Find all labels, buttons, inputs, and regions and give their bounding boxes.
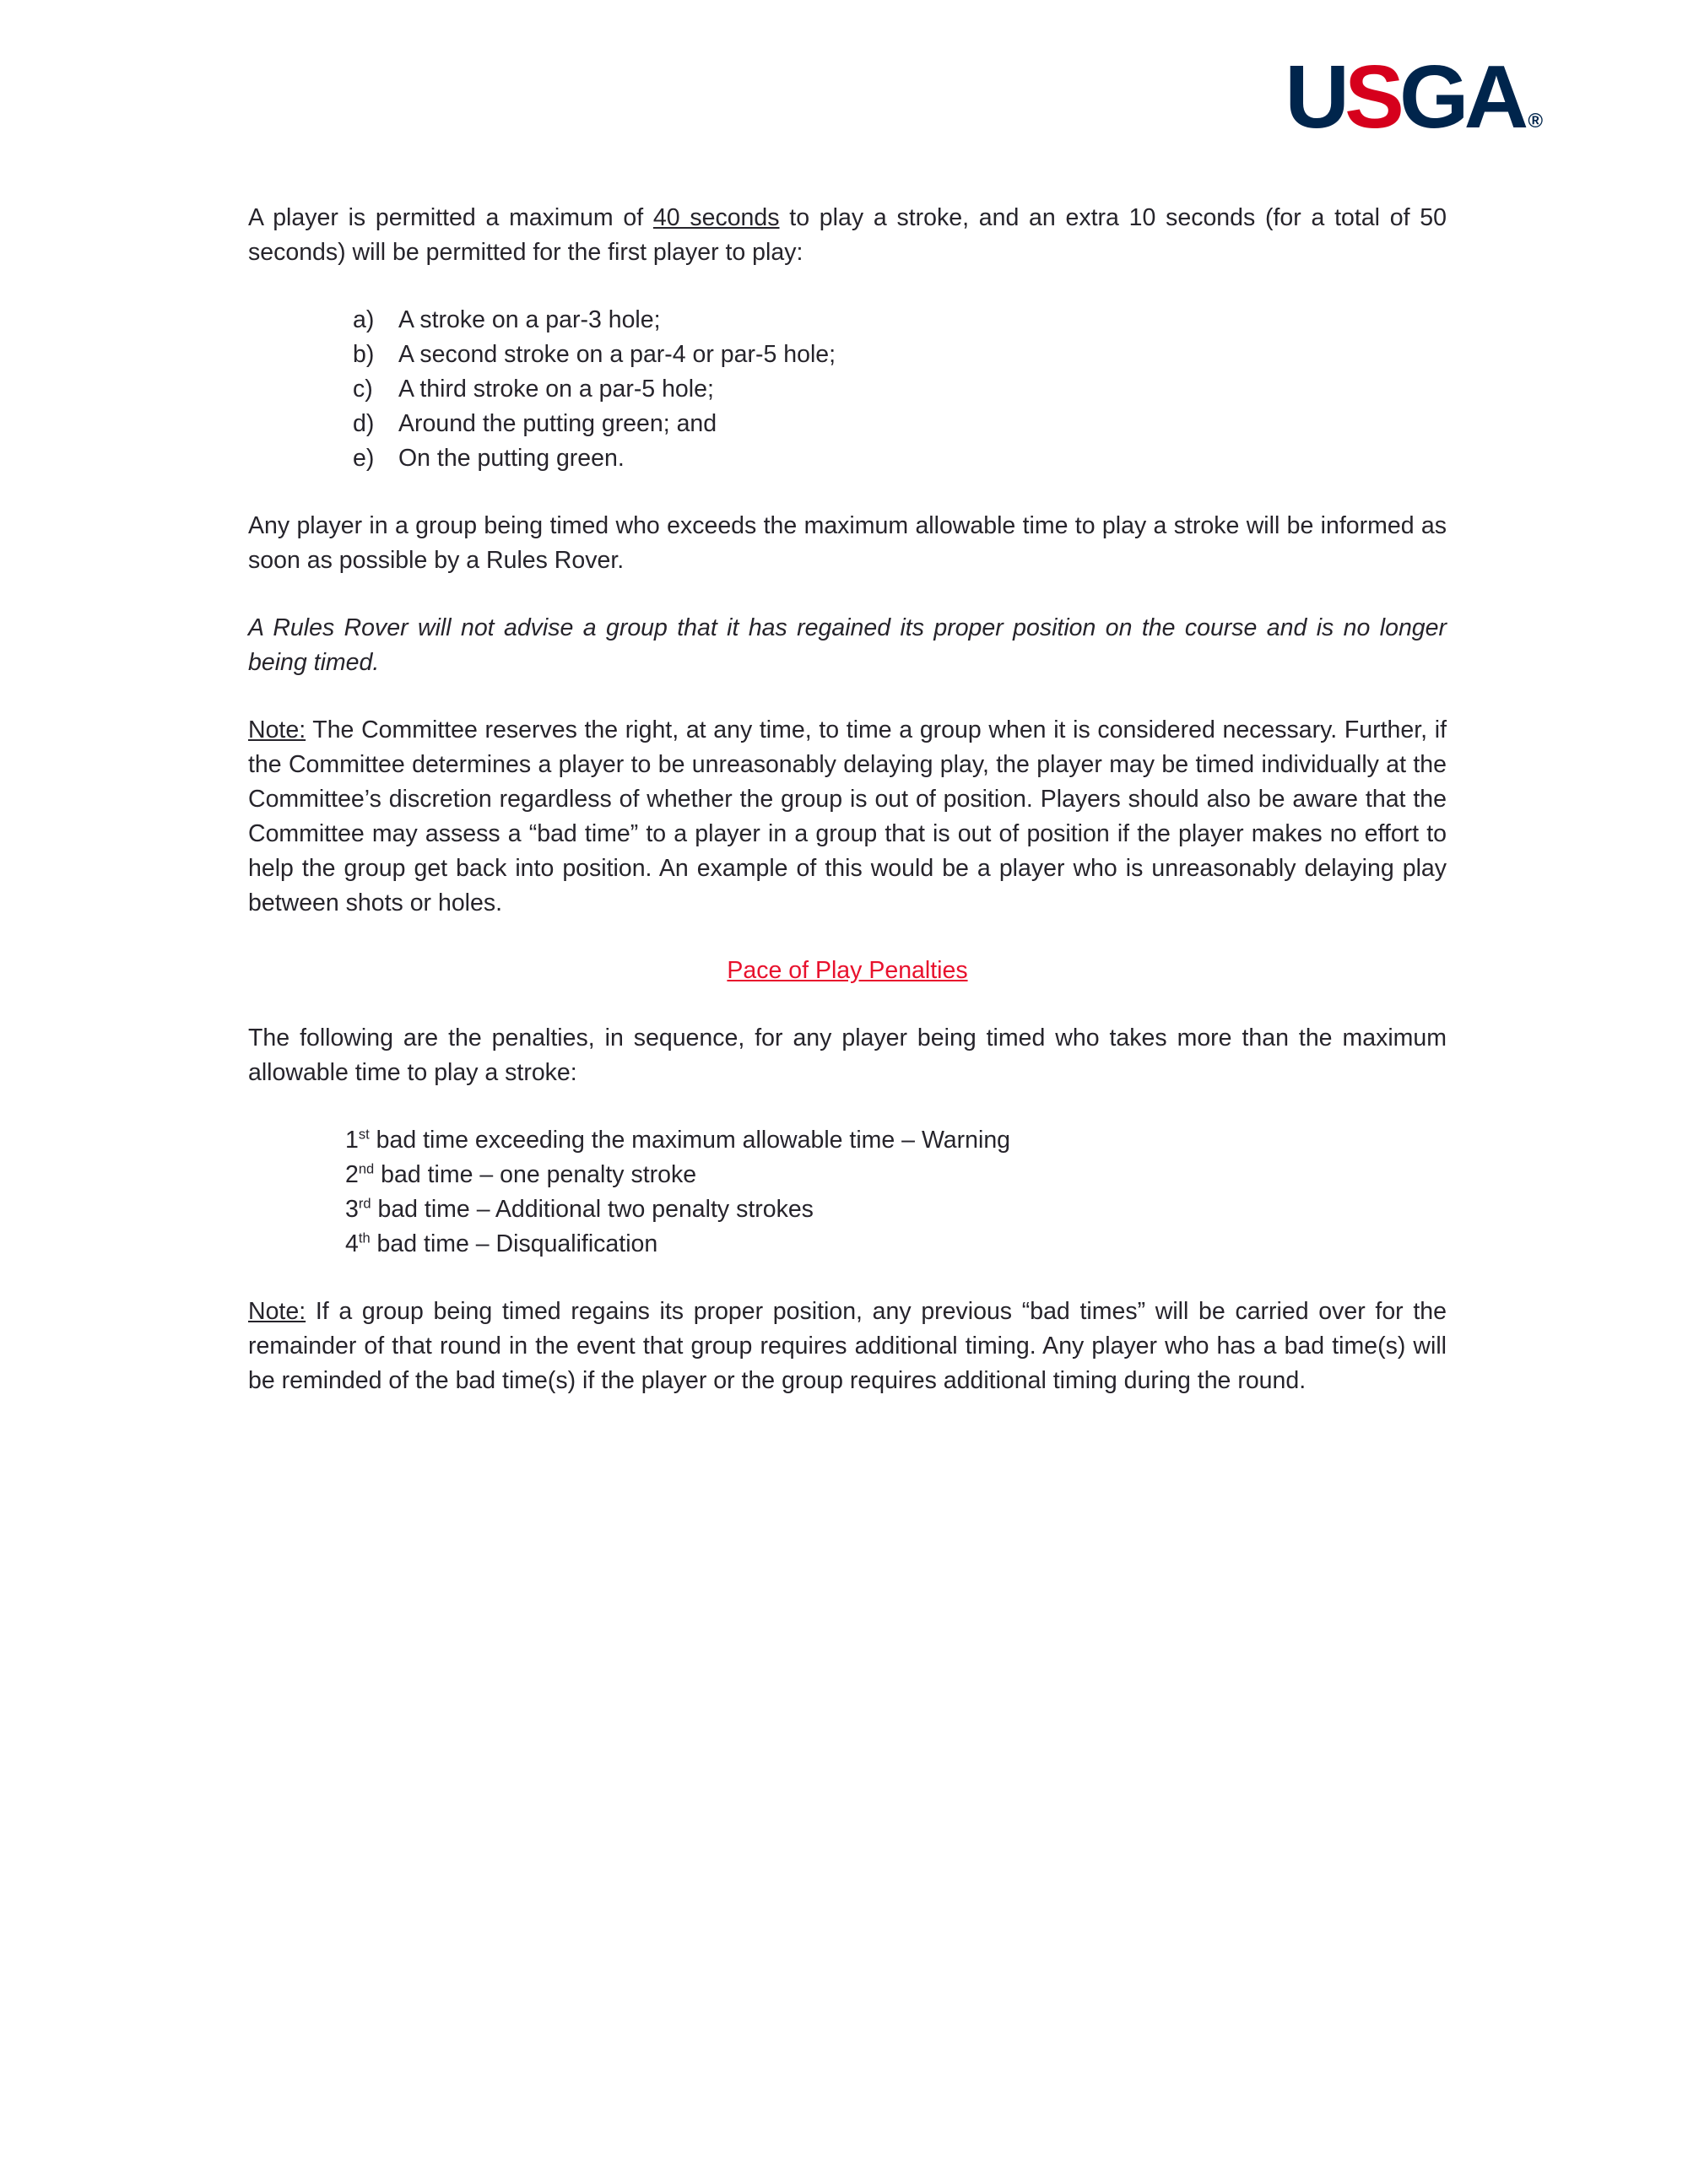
list-marker: a) [353, 306, 375, 333]
list-marker: c) [353, 376, 373, 403]
list-item-c [353, 372, 1447, 407]
logo-letter-u: U [1285, 47, 1345, 147]
note-bad-times-paragraph [248, 1295, 1447, 1398]
list-text: A second stroke on a par-4 or par-5 hole; [398, 341, 836, 368]
penalty-text: bad time – Additional two penalty strokes [371, 1196, 814, 1223]
penalty-ordinal: th [358, 1230, 371, 1246]
penalty-ordinal: rd [358, 1195, 371, 1212]
logo-letters-ga: GA [1399, 47, 1524, 147]
list-text: On the putting green. [398, 445, 625, 472]
intro-paragraph [248, 201, 1447, 270]
penalty-ordinal: st [358, 1126, 370, 1143]
penalty-number: 2 [345, 1161, 359, 1188]
penalties-intro-paragraph: The following are the penalties, in sequence, for any player being timed who takes more than the maximum allowable time to play a stroke: [248, 1024, 1447, 1086]
list-text: A third stroke on a par-5 hole; [398, 376, 714, 403]
rules-rover-italic-paragraph: A Rules Rover will not advise a group that it has regained its proper position on the course and is no longer being timed. [248, 614, 1447, 676]
penalty-item-3 [345, 1192, 1447, 1227]
underlined-40-seconds: 40 seconds [652, 204, 780, 231]
list-marker: d) [353, 410, 375, 437]
document-body [248, 201, 1447, 1431]
note-committee-paragraph [248, 713, 1447, 921]
penalty-text: bad time exceeding the maximum allowable time – Warning [369, 1127, 1011, 1154]
penalty-text: bad time – one penalty stroke [374, 1161, 697, 1188]
note-label: Note: [248, 716, 306, 743]
list-text: A stroke on a par-3 hole; [398, 306, 661, 333]
penalties-list [248, 1123, 1447, 1262]
penalty-number: 3 [345, 1196, 359, 1223]
penalty-item-4 [345, 1227, 1447, 1262]
list-item-d [353, 407, 1447, 441]
note-committee-text: The Committee reserves the right, at any time, to time a group when it is considered necessary. Further, if the Committee determines a player to be unreasonably delaying play, the player may be timed individually at the Committee’s discretion regardless of whether the group is out of position. Players should also be aware that the Committee may assess a “bad time” to a player in a group that is out of position if the player makes no effort to help the group get back into position. An example of this would be a player who is unreasonably delaying play between shots or holes. [248, 716, 1447, 916]
pace-of-play-penalties-heading: Pace of Play Penalties [727, 957, 968, 984]
intro-text-pre: A player is permitted a maximum of [248, 204, 653, 231]
timed-player-paragraph: Any player in a group being timed who exceeds the maximum allowable time to play a stroke will be informed as soon as possible by a Rules Rover. [248, 512, 1447, 574]
note-label: Note: [248, 1298, 306, 1325]
list-item-b [353, 338, 1447, 372]
note-bad-times-text: If a group being timed regains its proper position, any previous “bad times” will be carried over for the remainder of that round in the event that group requires additional timing. Any player who has a bad time(s) will be reminded of the bad time(s) if the player or the group requires additional timing during the round. [248, 1298, 1447, 1394]
list-item-e [353, 441, 1447, 476]
list-text: Around the putting green; and [398, 410, 717, 437]
intro-text-post: to play a stroke, and an extra 10 seconds (for a total of 50 seconds) will be permitted for the first player to play: [248, 204, 1447, 266]
penalty-number: 4 [345, 1230, 359, 1257]
penalty-text: bad time – Disqualification [370, 1230, 658, 1257]
logo-letter-s: S [1344, 47, 1399, 147]
penalty-item-1 [345, 1123, 1447, 1158]
usga-logo [1285, 47, 1543, 147]
list-marker: b) [353, 341, 375, 368]
penalty-number: 1 [345, 1127, 359, 1154]
list-marker: e) [353, 445, 375, 472]
penalty-ordinal: nd [358, 1160, 375, 1177]
registered-trademark-symbol: ® [1528, 110, 1543, 132]
stroke-situations-list [248, 303, 1447, 476]
list-item-a [353, 303, 1447, 338]
penalty-item-2 [345, 1158, 1447, 1192]
